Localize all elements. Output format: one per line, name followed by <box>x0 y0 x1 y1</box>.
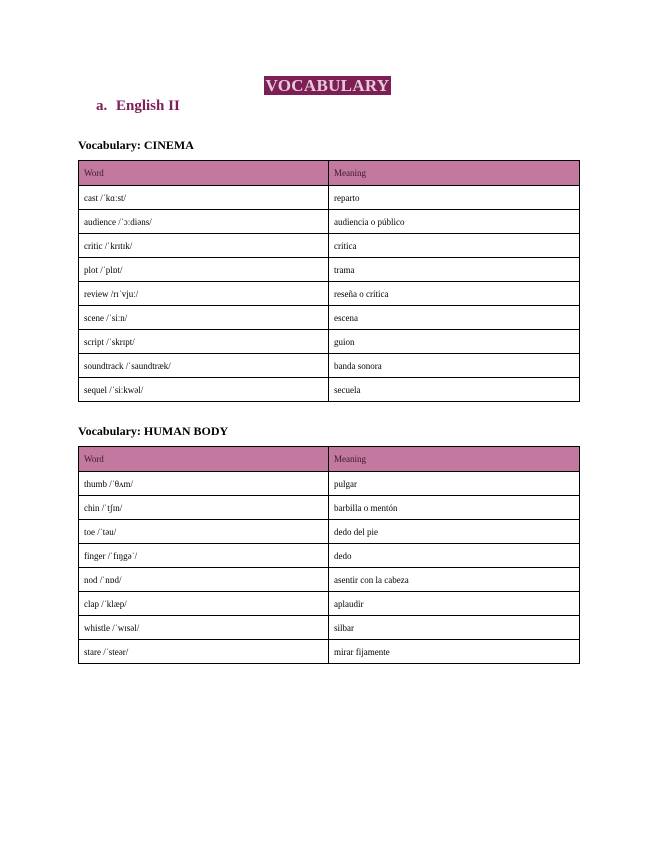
cinema-heading: Vocabulary: CINEMA <box>78 138 194 152</box>
table-header-row <box>79 161 580 186</box>
meaning-cell: escena <box>329 306 580 330</box>
subtitle-text: English II <box>116 98 180 114</box>
word-cell: nod /ˈnɒd/ <box>79 568 329 592</box>
word-cell: scene /ˈsiːn/ <box>79 306 329 330</box>
meaning-cell: audiencia o público <box>329 210 580 234</box>
section-subtitle <box>96 98 180 115</box>
cinema-vocab-table <box>78 160 580 402</box>
word-cell: critic /ˈkrɪtɪk/ <box>79 234 329 258</box>
meaning-cell: asentir con la cabeza <box>329 568 580 592</box>
table-row <box>79 258 580 282</box>
meaning-cell: guion <box>329 330 580 354</box>
word-cell: whistle /ˈwɪsəl/ <box>79 616 329 640</box>
word-cell: soundtrack /ˈsaundtræk/ <box>79 354 329 378</box>
meaning-cell: trama <box>329 258 580 282</box>
table-row <box>79 306 580 330</box>
column-header-word: Word <box>79 447 329 472</box>
word-cell: script /ˈskrɪpt/ <box>79 330 329 354</box>
table-row <box>79 210 580 234</box>
meaning-cell: dedo del pie <box>329 520 580 544</box>
table-row <box>79 568 580 592</box>
word-cell: plot /ˈplɒt/ <box>79 258 329 282</box>
word-cell: audience /ˈɔːdiəns/ <box>79 210 329 234</box>
table-row <box>79 378 580 402</box>
meaning-cell: aplaudir <box>329 592 580 616</box>
meaning-cell: banda sonora <box>329 354 580 378</box>
table-row <box>79 592 580 616</box>
word-cell: clap /ˈklæp/ <box>79 592 329 616</box>
table-row <box>79 472 580 496</box>
human-body-heading: Vocabulary: HUMAN BODY <box>78 424 229 438</box>
table-header-row <box>79 447 580 472</box>
document-title-text: VOCABULARY <box>265 76 390 95</box>
meaning-cell: pulgar <box>329 472 580 496</box>
meaning-cell: silbar <box>329 616 580 640</box>
word-cell: chin /ˈtʃɪn/ <box>79 496 329 520</box>
table-row <box>79 330 580 354</box>
meaning-cell: secuela <box>329 378 580 402</box>
table-row <box>79 640 580 664</box>
word-cell: toe /ˈtəu/ <box>79 520 329 544</box>
table-row <box>79 520 580 544</box>
table-row <box>79 282 580 306</box>
word-cell: finger /ˈfɪŋgəˈ/ <box>79 544 329 568</box>
word-cell: thumb /ˈθʌm/ <box>79 472 329 496</box>
table-row <box>79 354 580 378</box>
table-row <box>79 616 580 640</box>
meaning-cell: barbilla o mentón <box>329 496 580 520</box>
table-row <box>79 186 580 210</box>
document-title <box>0 76 655 96</box>
meaning-cell: reseña o crítica <box>329 282 580 306</box>
word-cell: cast /ˈkɑːst/ <box>79 186 329 210</box>
column-header-meaning: Meaning <box>329 447 580 472</box>
meaning-cell: dedo <box>329 544 580 568</box>
column-header-word: Word <box>79 161 329 186</box>
column-header-meaning: Meaning <box>329 161 580 186</box>
meaning-cell: mirar fijamente <box>329 640 580 664</box>
table-row <box>79 234 580 258</box>
word-cell: review /rɪˈvjuː/ <box>79 282 329 306</box>
table-row <box>79 496 580 520</box>
meaning-cell: reparto <box>329 186 580 210</box>
human-body-vocab-table <box>78 446 580 664</box>
meaning-cell: crítica <box>329 234 580 258</box>
word-cell: sequel /ˈsiːkwəl/ <box>79 378 329 402</box>
table-row <box>79 544 580 568</box>
subtitle-number: a. <box>96 98 108 114</box>
word-cell: stare /ˈsteər/ <box>79 640 329 664</box>
